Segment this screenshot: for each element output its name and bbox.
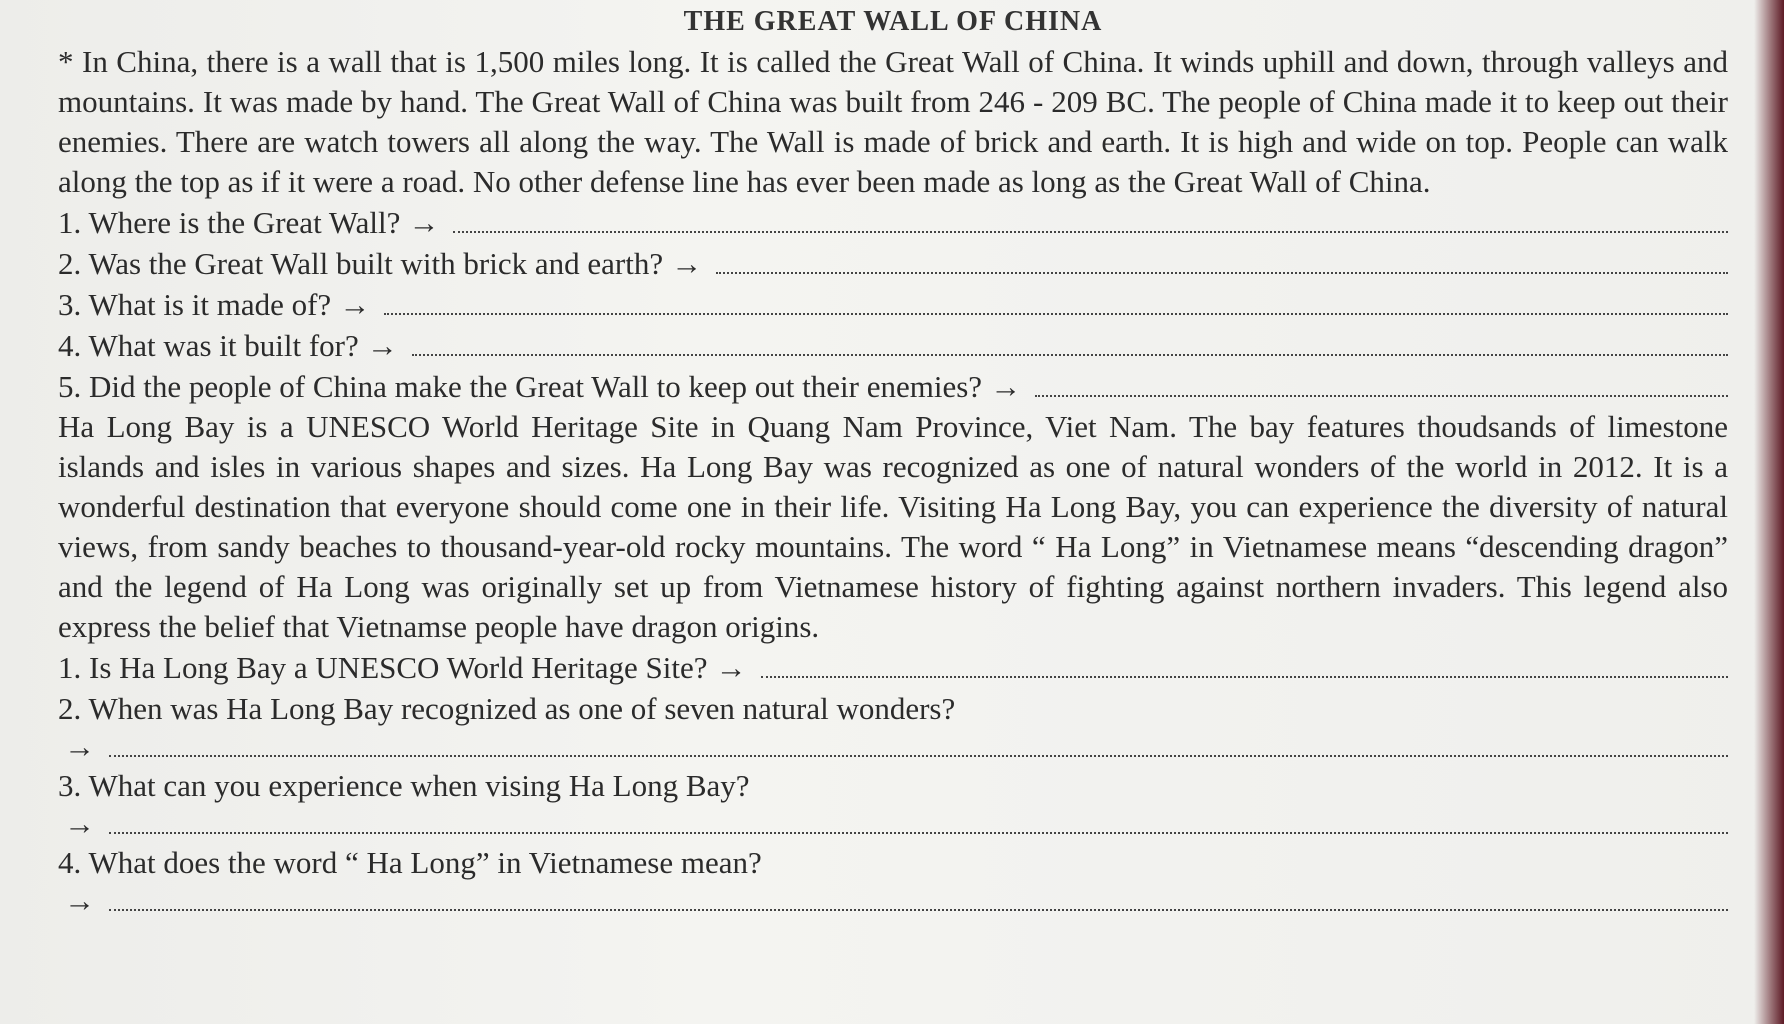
hl-question-1-text: 1. Is Ha Long Bay a UNESCO World Heritage Site?: [58, 650, 708, 685]
hl-question-3-text: 3. What can you experience when vising Ha Long Bay?: [58, 768, 750, 803]
arrow-icon: →: [64, 883, 95, 918]
arrow-icon: →: [715, 650, 747, 685]
gw-question-2: [58, 243, 1728, 284]
gw-answer-4-line[interactable]: [412, 354, 1728, 356]
hl-answer-1-line[interactable]: [761, 676, 1728, 678]
ha-long-passage: Ha Long Bay is a UNESCO World Heritage Site in Quang Nam Province, Viet Nam. The bay features thoudsands of limestone islands and isles in various shapes and sizes. Ha Long Bay was recognized as one of natural wonders of the world in 2012. It is a wonderful destination that everyone should come one in their life. Visiting Ha Long Bay, you can experience the diversity of natural views, from sandy beaches to thousand-year-old rocky mountains. The word “ Ha Long” in Vietnamese means “descending dragon” and the legend of Ha Long was originally set up from Vietnamese history of fighting against northern invaders. This legend also express the belief that Vietnamse people have dragon origins.: [58, 409, 1728, 644]
gw-question-5-text: 5. Did the people of China make the Great Wall to keep out their enemies?: [58, 369, 983, 404]
hl-answer-2: [58, 729, 1728, 765]
worksheet-content: [58, 6, 1728, 919]
gw-answer-3-line[interactable]: [384, 313, 1728, 315]
arrow-icon: →: [990, 369, 1022, 404]
worksheet-title: THE GREAT WALL OF CHINA: [683, 6, 1103, 37]
gw-question-2-text: 2. Was the Great Wall built with brick and earth?: [58, 246, 664, 281]
page-edge-shadow: [1754, 0, 1784, 1024]
arrow-icon: →: [408, 205, 440, 240]
hl-question-2-text: 2. When was Ha Long Bay recognized as one of seven natural wonders?: [58, 691, 956, 726]
hl-answer-3-line[interactable]: [109, 832, 1728, 834]
hl-question-4-text: 4. What does the word “ Ha Long” in Vietnamese mean?: [58, 845, 762, 880]
gw-question-1: [58, 202, 1728, 243]
hl-question-1: [58, 647, 1728, 688]
arrow-icon: →: [671, 246, 703, 281]
arrow-icon: →: [64, 729, 95, 764]
arrow-icon: →: [339, 287, 371, 322]
hl-answer-2-line[interactable]: [109, 755, 1728, 757]
hl-answer-4: [58, 883, 1728, 919]
gw-question-4: [58, 325, 1728, 366]
great-wall-passage: * In China, there is a wall that is 1,500 miles long. It is called the Great Wall of China. It winds uphill and down, through valleys and mountains. It was made by hand. The Great Wall of China was built from 246 - 209 BC. The people of China made it to keep out their enemies. There are watch towers all along the way. The Wall is made of brick and earth. It is high and wide on top. People can walk along the top as if it were a road. No other defense line has ever been made as long as the Great Wall of China.: [58, 44, 1728, 199]
gw-question-1-text: 1. Where is the Great Wall?: [58, 205, 401, 240]
gw-answer-5-line[interactable]: [1035, 395, 1728, 397]
arrow-icon: →: [366, 328, 398, 363]
gw-question-3: [58, 284, 1728, 325]
gw-question-4-text: 4. What was it built for?: [58, 328, 359, 363]
gw-answer-1-line[interactable]: [453, 231, 1728, 233]
gw-question-3-text: 3. What is it made of?: [58, 287, 332, 322]
gw-answer-2-line[interactable]: [716, 272, 1728, 274]
hl-answer-4-line[interactable]: [109, 909, 1728, 911]
arrow-icon: →: [64, 806, 95, 841]
hl-answer-3: [58, 806, 1728, 842]
gw-question-5: [58, 366, 1728, 407]
